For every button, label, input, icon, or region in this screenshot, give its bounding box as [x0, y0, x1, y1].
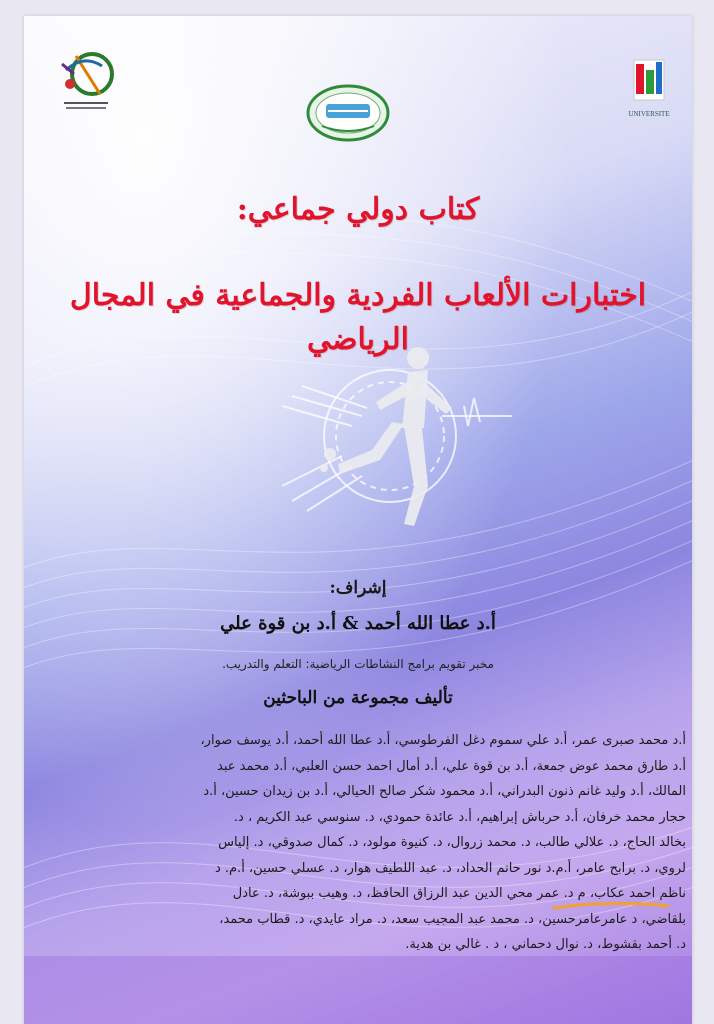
supervision-heading: إشراف: [329, 578, 387, 598]
authors-heading: تأليف مجموعة من الباحثين [263, 688, 453, 708]
conference-emblem-logo [306, 84, 390, 142]
author-line: د. أحمد بقشوط، د. نوال دحماني ، د . غالي بن هدية. [405, 937, 686, 952]
university-name: UNIVERSITE [628, 110, 670, 118]
author-line: بخالد الحاج، د. علالي طالب، د. محمد زروال، د. كنيوة مولود، د. كمال صدوقي، د. إلياس [218, 835, 686, 850]
book-title-line-1: كتاب دولي جماعي: [236, 192, 480, 227]
lab-name: مخبر تقويم برامج النشاطات الرياضية: التعلم والتدريب. [222, 657, 494, 671]
running-athlete-icon [252, 336, 512, 546]
author-line: أ.د محمد صبرى عمر، أ.د علي سموم دغل الفرطوسي، أ.د عطا الله أحمد، أ.د يوسف صوار، [200, 733, 686, 748]
author-line: بلقاضي، د عامرعامرحسين، د. محمد عبد المجيب سعد، د. مراد عايدي، د. قطاب محمد، [219, 911, 686, 927]
book-cover [24, 16, 692, 1024]
authors-list [64, 728, 686, 958]
author-line: لروي، د. برابح عامر، أ.م.د نور حاتم الحداد، د. عبد اللطيف هوار، د. عسلي حسين، أ.م. د [214, 860, 686, 876]
ahta-emblem-logo [56, 44, 114, 116]
highlight-underline [552, 896, 670, 912]
author-line: ناظم احمد عكاب، م د. عمر محي الدين عبد الرزاق الحافظ، د. وهيب ببوشة، د. عادل [232, 886, 686, 901]
book-title-line-2: اختبارات الألعاب الفردية والجماعية في المجال الرياضي [69, 278, 647, 357]
university-logo [616, 56, 682, 132]
author-line: حجار محمد خرفان، أ.د حرباش إبراهيم، أ.د عائدة حمودي، د. سنوسي عبد الكريم ، د. [233, 809, 686, 825]
author-line: المالك، أ.د وليد غانم ذنون البدراني، أ.د محمود شكر صالح الحيالي، أ.د بن زيدان حسين، أ.د [203, 784, 686, 799]
supervisors-names: أ.د عطا الله أحمد & أ.د بن قوة علي [220, 613, 496, 634]
author-line: أ.د طارق محمد عوض جمعة، أ.د بن قوة علي، أ.د أمال احمد حسن العلبي، أ.د محمد عبد [217, 758, 686, 774]
